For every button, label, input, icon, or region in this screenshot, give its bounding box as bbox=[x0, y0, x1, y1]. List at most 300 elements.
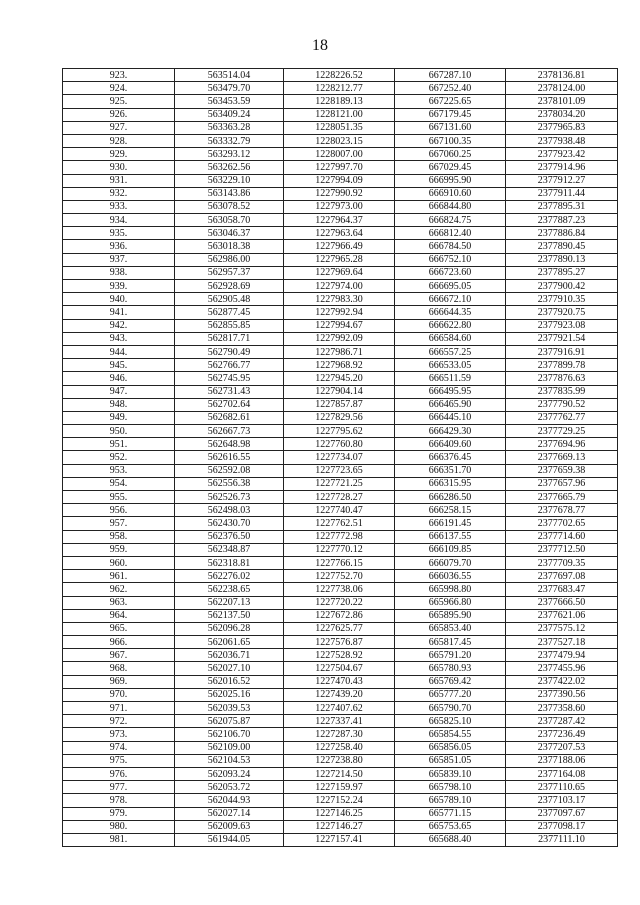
coord-x1-cell: 562616.55 bbox=[175, 451, 284, 464]
coord-y2-cell: 2377790.52 bbox=[506, 398, 618, 411]
coord-y1-cell: 1227576.87 bbox=[284, 636, 395, 649]
table-row bbox=[63, 807, 618, 820]
coord-x2-cell: 666036.55 bbox=[395, 570, 506, 583]
table-row bbox=[63, 69, 618, 82]
coord-x1-cell: 562044.93 bbox=[175, 794, 284, 807]
coord-y2-cell: 2377876.63 bbox=[506, 372, 618, 385]
point-number-cell: 954. bbox=[63, 477, 175, 490]
table-row bbox=[63, 121, 618, 134]
coord-x1-cell: 562061.65 bbox=[175, 636, 284, 649]
coord-y1-cell: 1227857.87 bbox=[284, 398, 395, 411]
coord-x2-cell: 666910.60 bbox=[395, 187, 506, 200]
coord-x2-cell: 666286.50 bbox=[395, 491, 506, 504]
point-number-cell: 931. bbox=[63, 174, 175, 187]
table-row bbox=[63, 504, 618, 517]
coord-y2-cell: 2377358.60 bbox=[506, 702, 618, 715]
coord-x1-cell: 562745.95 bbox=[175, 372, 284, 385]
coord-y2-cell: 2378034.20 bbox=[506, 108, 618, 121]
coord-y2-cell: 2377890.13 bbox=[506, 253, 618, 266]
coord-y1-cell: 1227829.56 bbox=[284, 411, 395, 424]
point-number-cell: 946. bbox=[63, 372, 175, 385]
coord-y1-cell: 1227439.20 bbox=[284, 688, 395, 701]
coord-y1-cell: 1228226.52 bbox=[284, 69, 395, 82]
table-row bbox=[63, 319, 618, 332]
coord-y1-cell: 1228189.13 bbox=[284, 95, 395, 108]
coord-x2-cell: 667225.65 bbox=[395, 95, 506, 108]
coord-x2-cell: 666723.60 bbox=[395, 266, 506, 279]
coord-x2-cell: 665825.10 bbox=[395, 715, 506, 728]
point-number-cell: 950. bbox=[63, 425, 175, 438]
coord-y2-cell: 2377712.50 bbox=[506, 543, 618, 556]
coord-x2-cell: 665771.15 bbox=[395, 807, 506, 820]
point-number-cell: 967. bbox=[63, 649, 175, 662]
coord-x1-cell: 562855.85 bbox=[175, 319, 284, 332]
point-number-cell: 980. bbox=[63, 820, 175, 833]
coord-x2-cell: 666695.05 bbox=[395, 280, 506, 293]
coord-x1-cell: 563046.37 bbox=[175, 227, 284, 240]
coord-y2-cell: 2377895.27 bbox=[506, 266, 618, 279]
point-number-cell: 939. bbox=[63, 280, 175, 293]
table-row bbox=[63, 214, 618, 227]
coord-x2-cell: 667287.10 bbox=[395, 69, 506, 82]
coord-x1-cell: 562276.02 bbox=[175, 570, 284, 583]
page-number: 18 bbox=[312, 37, 328, 54]
coord-x2-cell: 665790.70 bbox=[395, 702, 506, 715]
point-number-cell: 930. bbox=[63, 161, 175, 174]
coord-y1-cell: 1227973.00 bbox=[284, 200, 395, 213]
table-row bbox=[63, 385, 618, 398]
point-number-cell: 927. bbox=[63, 121, 175, 134]
coord-y1-cell: 1227625.77 bbox=[284, 622, 395, 635]
coord-x2-cell: 666995.90 bbox=[395, 174, 506, 187]
coord-x1-cell: 562648.98 bbox=[175, 438, 284, 451]
coord-x1-cell: 562498.03 bbox=[175, 504, 284, 517]
coord-y2-cell: 2377709.35 bbox=[506, 556, 618, 569]
coord-y1-cell: 1228121.00 bbox=[284, 108, 395, 121]
coord-x1-cell: 562104.53 bbox=[175, 754, 284, 767]
coord-y1-cell: 1227766.15 bbox=[284, 556, 395, 569]
point-number-cell: 969. bbox=[63, 675, 175, 688]
coord-x1-cell: 562731.43 bbox=[175, 385, 284, 398]
point-number-cell: 973. bbox=[63, 728, 175, 741]
point-number-cell: 974. bbox=[63, 741, 175, 754]
coord-x2-cell: 665753.65 bbox=[395, 820, 506, 833]
coord-x1-cell: 562526.73 bbox=[175, 491, 284, 504]
coord-y2-cell: 2377666.50 bbox=[506, 596, 618, 609]
coord-x1-cell: 562025.16 bbox=[175, 688, 284, 701]
table-row bbox=[63, 438, 618, 451]
table-row bbox=[63, 253, 618, 266]
table-row bbox=[63, 332, 618, 345]
table-row bbox=[63, 609, 618, 622]
coord-y1-cell: 1227965.28 bbox=[284, 253, 395, 266]
coord-x2-cell: 665798.10 bbox=[395, 781, 506, 794]
coord-x2-cell: 666191.45 bbox=[395, 517, 506, 530]
coord-y2-cell: 2377678.77 bbox=[506, 504, 618, 517]
coord-y1-cell: 1227672.86 bbox=[284, 609, 395, 622]
point-number-cell: 936. bbox=[63, 240, 175, 253]
coord-x1-cell: 562039.53 bbox=[175, 702, 284, 715]
table-row bbox=[63, 359, 618, 372]
coord-y1-cell: 1228007.00 bbox=[284, 148, 395, 161]
table-row bbox=[63, 280, 618, 293]
coord-y2-cell: 2377762.77 bbox=[506, 411, 618, 424]
point-number-cell: 958. bbox=[63, 530, 175, 543]
coord-y1-cell: 1228212.77 bbox=[284, 82, 395, 95]
table-row bbox=[63, 715, 618, 728]
coord-y1-cell: 1227752.70 bbox=[284, 570, 395, 583]
point-number-cell: 947. bbox=[63, 385, 175, 398]
coord-y2-cell: 2377895.31 bbox=[506, 200, 618, 213]
coord-x1-cell: 562817.71 bbox=[175, 332, 284, 345]
coord-x2-cell: 665966.80 bbox=[395, 596, 506, 609]
coord-y2-cell: 2377921.54 bbox=[506, 332, 618, 345]
coord-y1-cell: 1227983.30 bbox=[284, 293, 395, 306]
coord-y2-cell: 2377207.53 bbox=[506, 741, 618, 754]
coord-x1-cell: 561944.05 bbox=[175, 833, 284, 846]
coord-x1-cell: 562093.24 bbox=[175, 767, 284, 780]
coord-x2-cell: 666784.50 bbox=[395, 240, 506, 253]
coord-y1-cell: 1227990.92 bbox=[284, 187, 395, 200]
coord-x2-cell: 666672.10 bbox=[395, 293, 506, 306]
table-row bbox=[63, 200, 618, 213]
coord-y1-cell: 1227214.50 bbox=[284, 767, 395, 780]
coord-x1-cell: 562036.71 bbox=[175, 649, 284, 662]
coord-y1-cell: 1227504.67 bbox=[284, 662, 395, 675]
table-row bbox=[63, 372, 618, 385]
point-number-cell: 926. bbox=[63, 108, 175, 121]
coord-y1-cell: 1227734.07 bbox=[284, 451, 395, 464]
coord-x1-cell: 562238.65 bbox=[175, 583, 284, 596]
table-row bbox=[63, 754, 618, 767]
coord-x2-cell: 667252.40 bbox=[395, 82, 506, 95]
point-number-cell: 942. bbox=[63, 319, 175, 332]
point-number-cell: 944. bbox=[63, 345, 175, 358]
coord-y2-cell: 2377911.44 bbox=[506, 187, 618, 200]
coord-x2-cell: 666812.40 bbox=[395, 227, 506, 240]
table-row bbox=[63, 425, 618, 438]
point-number-cell: 951. bbox=[63, 438, 175, 451]
coord-x2-cell: 667179.45 bbox=[395, 108, 506, 121]
coord-x1-cell: 562877.45 bbox=[175, 306, 284, 319]
coord-x1-cell: 562027.14 bbox=[175, 807, 284, 820]
coord-x2-cell: 666376.45 bbox=[395, 451, 506, 464]
table-row bbox=[63, 636, 618, 649]
coord-x2-cell: 666622.80 bbox=[395, 319, 506, 332]
coord-x1-cell: 563479.70 bbox=[175, 82, 284, 95]
point-number-cell: 937. bbox=[63, 253, 175, 266]
coord-x2-cell: 665851.05 bbox=[395, 754, 506, 767]
coord-x2-cell: 666351.70 bbox=[395, 464, 506, 477]
coord-y2-cell: 2377111.10 bbox=[506, 833, 618, 846]
point-number-cell: 970. bbox=[63, 688, 175, 701]
coord-y1-cell: 1227238.80 bbox=[284, 754, 395, 767]
table-row bbox=[63, 833, 618, 846]
coord-y2-cell: 2377886.84 bbox=[506, 227, 618, 240]
table-row bbox=[63, 464, 618, 477]
table-row bbox=[63, 820, 618, 833]
coord-x1-cell: 563018.38 bbox=[175, 240, 284, 253]
coord-y1-cell: 1227528.92 bbox=[284, 649, 395, 662]
coord-y1-cell: 1227969.64 bbox=[284, 266, 395, 279]
coord-y1-cell: 1227974.00 bbox=[284, 280, 395, 293]
table-row bbox=[63, 530, 618, 543]
table-row bbox=[63, 345, 618, 358]
point-number-cell: 948. bbox=[63, 398, 175, 411]
table-row bbox=[63, 556, 618, 569]
coord-y2-cell: 2377479.94 bbox=[506, 649, 618, 662]
coord-x1-cell: 562376.50 bbox=[175, 530, 284, 543]
coord-x2-cell: 665780.93 bbox=[395, 662, 506, 675]
table-row bbox=[63, 649, 618, 662]
coord-y1-cell: 1227772.98 bbox=[284, 530, 395, 543]
table-row bbox=[63, 174, 618, 187]
point-number-cell: 959. bbox=[63, 543, 175, 556]
coord-x1-cell: 562096.28 bbox=[175, 622, 284, 635]
coord-x2-cell: 666429.30 bbox=[395, 425, 506, 438]
table-row bbox=[63, 148, 618, 161]
coord-y1-cell: 1227721.25 bbox=[284, 477, 395, 490]
coord-x1-cell: 562137.50 bbox=[175, 609, 284, 622]
coord-x2-cell: 666533.05 bbox=[395, 359, 506, 372]
coord-x2-cell: 665688.40 bbox=[395, 833, 506, 846]
coord-x1-cell: 563514.04 bbox=[175, 69, 284, 82]
point-number-cell: 934. bbox=[63, 214, 175, 227]
coord-y1-cell: 1227258.40 bbox=[284, 741, 395, 754]
coord-x1-cell: 562667.73 bbox=[175, 425, 284, 438]
coord-x2-cell: 666079.70 bbox=[395, 556, 506, 569]
coord-y1-cell: 1227994.67 bbox=[284, 319, 395, 332]
coord-y2-cell: 2377938.48 bbox=[506, 134, 618, 147]
table-row bbox=[63, 583, 618, 596]
coord-y1-cell: 1227407.62 bbox=[284, 702, 395, 715]
point-number-cell: 941. bbox=[63, 306, 175, 319]
point-number-cell: 943. bbox=[63, 332, 175, 345]
coord-x2-cell: 667131.60 bbox=[395, 121, 506, 134]
coord-y1-cell: 1227966.49 bbox=[284, 240, 395, 253]
coord-x2-cell: 665817.45 bbox=[395, 636, 506, 649]
coord-y2-cell: 2377287.42 bbox=[506, 715, 618, 728]
table-row bbox=[63, 477, 618, 490]
point-number-cell: 929. bbox=[63, 148, 175, 161]
coord-y2-cell: 2377659.38 bbox=[506, 464, 618, 477]
coord-x1-cell: 562009.63 bbox=[175, 820, 284, 833]
point-number-cell: 924. bbox=[63, 82, 175, 95]
coord-y1-cell: 1227770.12 bbox=[284, 543, 395, 556]
coord-y1-cell: 1227728.27 bbox=[284, 491, 395, 504]
point-number-cell: 956. bbox=[63, 504, 175, 517]
coord-x2-cell: 666584.60 bbox=[395, 332, 506, 345]
coord-y1-cell: 1227968.92 bbox=[284, 359, 395, 372]
coord-x2-cell: 666409.60 bbox=[395, 438, 506, 451]
table-row bbox=[63, 781, 618, 794]
coord-y2-cell: 2377912.27 bbox=[506, 174, 618, 187]
coord-y2-cell: 2377714.60 bbox=[506, 530, 618, 543]
coord-x1-cell: 563453.59 bbox=[175, 95, 284, 108]
coord-x1-cell: 562318.81 bbox=[175, 556, 284, 569]
coord-x1-cell: 563409.24 bbox=[175, 108, 284, 121]
table-row bbox=[63, 741, 618, 754]
coord-y2-cell: 2377729.25 bbox=[506, 425, 618, 438]
coord-x1-cell: 562109.00 bbox=[175, 741, 284, 754]
coord-y2-cell: 2377683.47 bbox=[506, 583, 618, 596]
coord-y2-cell: 2377920.75 bbox=[506, 306, 618, 319]
coord-x1-cell: 562556.38 bbox=[175, 477, 284, 490]
coord-x1-cell: 562075.87 bbox=[175, 715, 284, 728]
point-number-cell: 940. bbox=[63, 293, 175, 306]
coord-x1-cell: 562928.69 bbox=[175, 280, 284, 293]
coord-x1-cell: 563262.56 bbox=[175, 161, 284, 174]
point-number-cell: 966. bbox=[63, 636, 175, 649]
coord-y1-cell: 1227146.27 bbox=[284, 820, 395, 833]
coord-y2-cell: 2377887.23 bbox=[506, 214, 618, 227]
table-row bbox=[63, 767, 618, 780]
coord-y2-cell: 2377900.42 bbox=[506, 280, 618, 293]
coord-x2-cell: 666511.59 bbox=[395, 372, 506, 385]
coord-y2-cell: 2377669.13 bbox=[506, 451, 618, 464]
coord-x2-cell: 665769.42 bbox=[395, 675, 506, 688]
coord-y1-cell: 1227740.47 bbox=[284, 504, 395, 517]
point-number-cell: 953. bbox=[63, 464, 175, 477]
point-number-cell: 960. bbox=[63, 556, 175, 569]
point-number-cell: 952. bbox=[63, 451, 175, 464]
coord-y1-cell: 1227964.37 bbox=[284, 214, 395, 227]
coord-x2-cell: 666752.10 bbox=[395, 253, 506, 266]
coord-x2-cell: 666258.15 bbox=[395, 504, 506, 517]
table-row bbox=[63, 675, 618, 688]
coord-y1-cell: 1227762.51 bbox=[284, 517, 395, 530]
coord-y1-cell: 1228051.35 bbox=[284, 121, 395, 134]
table-row bbox=[63, 596, 618, 609]
coord-y1-cell: 1227159.97 bbox=[284, 781, 395, 794]
coord-y2-cell: 2378136.81 bbox=[506, 69, 618, 82]
point-number-cell: 981. bbox=[63, 833, 175, 846]
coord-x1-cell: 563143.86 bbox=[175, 187, 284, 200]
point-number-cell: 933. bbox=[63, 200, 175, 213]
coord-y1-cell: 1227945.20 bbox=[284, 372, 395, 385]
coord-y2-cell: 2377103.17 bbox=[506, 794, 618, 807]
coord-y1-cell: 1228023.15 bbox=[284, 134, 395, 147]
coord-x2-cell: 665854.55 bbox=[395, 728, 506, 741]
coord-x2-cell: 666557.25 bbox=[395, 345, 506, 358]
table-row bbox=[63, 82, 618, 95]
point-number-cell: 963. bbox=[63, 596, 175, 609]
coord-y1-cell: 1227986.71 bbox=[284, 345, 395, 358]
coord-x1-cell: 562702.64 bbox=[175, 398, 284, 411]
point-number-cell: 957. bbox=[63, 517, 175, 530]
coord-x1-cell: 562207.13 bbox=[175, 596, 284, 609]
coord-x2-cell: 666465.90 bbox=[395, 398, 506, 411]
table-row bbox=[63, 702, 618, 715]
table-row bbox=[63, 517, 618, 530]
coord-x2-cell: 665895.90 bbox=[395, 609, 506, 622]
coord-x1-cell: 562348.87 bbox=[175, 543, 284, 556]
coord-x1-cell: 562790.49 bbox=[175, 345, 284, 358]
table-row bbox=[63, 451, 618, 464]
coord-y1-cell: 1227760.80 bbox=[284, 438, 395, 451]
table-row bbox=[63, 293, 618, 306]
coord-x2-cell: 665853.40 bbox=[395, 622, 506, 635]
coord-x1-cell: 562957.37 bbox=[175, 266, 284, 279]
coord-x1-cell: 562053.72 bbox=[175, 781, 284, 794]
coord-x1-cell: 562106.70 bbox=[175, 728, 284, 741]
point-number-cell: 935. bbox=[63, 227, 175, 240]
point-number-cell: 923. bbox=[63, 69, 175, 82]
coord-x1-cell: 562430.70 bbox=[175, 517, 284, 530]
table-row bbox=[63, 411, 618, 424]
point-number-cell: 976. bbox=[63, 767, 175, 780]
point-number-cell: 965. bbox=[63, 622, 175, 635]
point-number-cell: 961. bbox=[63, 570, 175, 583]
table-row bbox=[63, 95, 618, 108]
point-number-cell: 938. bbox=[63, 266, 175, 279]
coord-y1-cell: 1227994.09 bbox=[284, 174, 395, 187]
coord-y2-cell: 2377188.06 bbox=[506, 754, 618, 767]
coord-x2-cell: 666495.95 bbox=[395, 385, 506, 398]
coord-x2-cell: 666137.55 bbox=[395, 530, 506, 543]
table-row bbox=[63, 398, 618, 411]
point-number-cell: 964. bbox=[63, 609, 175, 622]
table-row bbox=[63, 108, 618, 121]
coord-x1-cell: 563058.70 bbox=[175, 214, 284, 227]
coord-y1-cell: 1227157.41 bbox=[284, 833, 395, 846]
table-row bbox=[63, 794, 618, 807]
coord-x1-cell: 562682.61 bbox=[175, 411, 284, 424]
point-number-cell: 962. bbox=[63, 583, 175, 596]
point-number-cell: 977. bbox=[63, 781, 175, 794]
coord-x2-cell: 667060.25 bbox=[395, 148, 506, 161]
coord-x1-cell: 563293.12 bbox=[175, 148, 284, 161]
coord-x2-cell: 666445.10 bbox=[395, 411, 506, 424]
coord-y2-cell: 2377835.99 bbox=[506, 385, 618, 398]
coord-y2-cell: 2377702.65 bbox=[506, 517, 618, 530]
table-row bbox=[63, 240, 618, 253]
coord-x2-cell: 665791.20 bbox=[395, 649, 506, 662]
table-row bbox=[63, 134, 618, 147]
point-number-cell: 932. bbox=[63, 187, 175, 200]
coordinates-table-body bbox=[63, 69, 618, 847]
coord-y2-cell: 2377164.08 bbox=[506, 767, 618, 780]
coord-y2-cell: 2377455.96 bbox=[506, 662, 618, 675]
coord-y1-cell: 1227738.06 bbox=[284, 583, 395, 596]
point-number-cell: 945. bbox=[63, 359, 175, 372]
table-row bbox=[63, 266, 618, 279]
coord-y2-cell: 2377098.17 bbox=[506, 820, 618, 833]
table-row bbox=[63, 227, 618, 240]
table-row bbox=[63, 543, 618, 556]
point-number-cell: 972. bbox=[63, 715, 175, 728]
coord-x1-cell: 562592.08 bbox=[175, 464, 284, 477]
coord-y2-cell: 2377097.67 bbox=[506, 807, 618, 820]
coord-y1-cell: 1227470.43 bbox=[284, 675, 395, 688]
coord-x1-cell: 562016.52 bbox=[175, 675, 284, 688]
coord-x2-cell: 666844.80 bbox=[395, 200, 506, 213]
coord-x2-cell: 665777.20 bbox=[395, 688, 506, 701]
coord-y1-cell: 1227720.22 bbox=[284, 596, 395, 609]
point-number-cell: 975. bbox=[63, 754, 175, 767]
coord-x2-cell: 665856.05 bbox=[395, 741, 506, 754]
coord-y2-cell: 2377527.18 bbox=[506, 636, 618, 649]
table-row bbox=[63, 688, 618, 701]
coord-x1-cell: 563229.10 bbox=[175, 174, 284, 187]
coord-y2-cell: 2377236.49 bbox=[506, 728, 618, 741]
coord-y1-cell: 1227287.30 bbox=[284, 728, 395, 741]
coord-y2-cell: 2377914.96 bbox=[506, 161, 618, 174]
coord-y2-cell: 2378101.09 bbox=[506, 95, 618, 108]
coord-y2-cell: 2377575.12 bbox=[506, 622, 618, 635]
coord-y2-cell: 2377697.08 bbox=[506, 570, 618, 583]
coord-y2-cell: 2377621.06 bbox=[506, 609, 618, 622]
